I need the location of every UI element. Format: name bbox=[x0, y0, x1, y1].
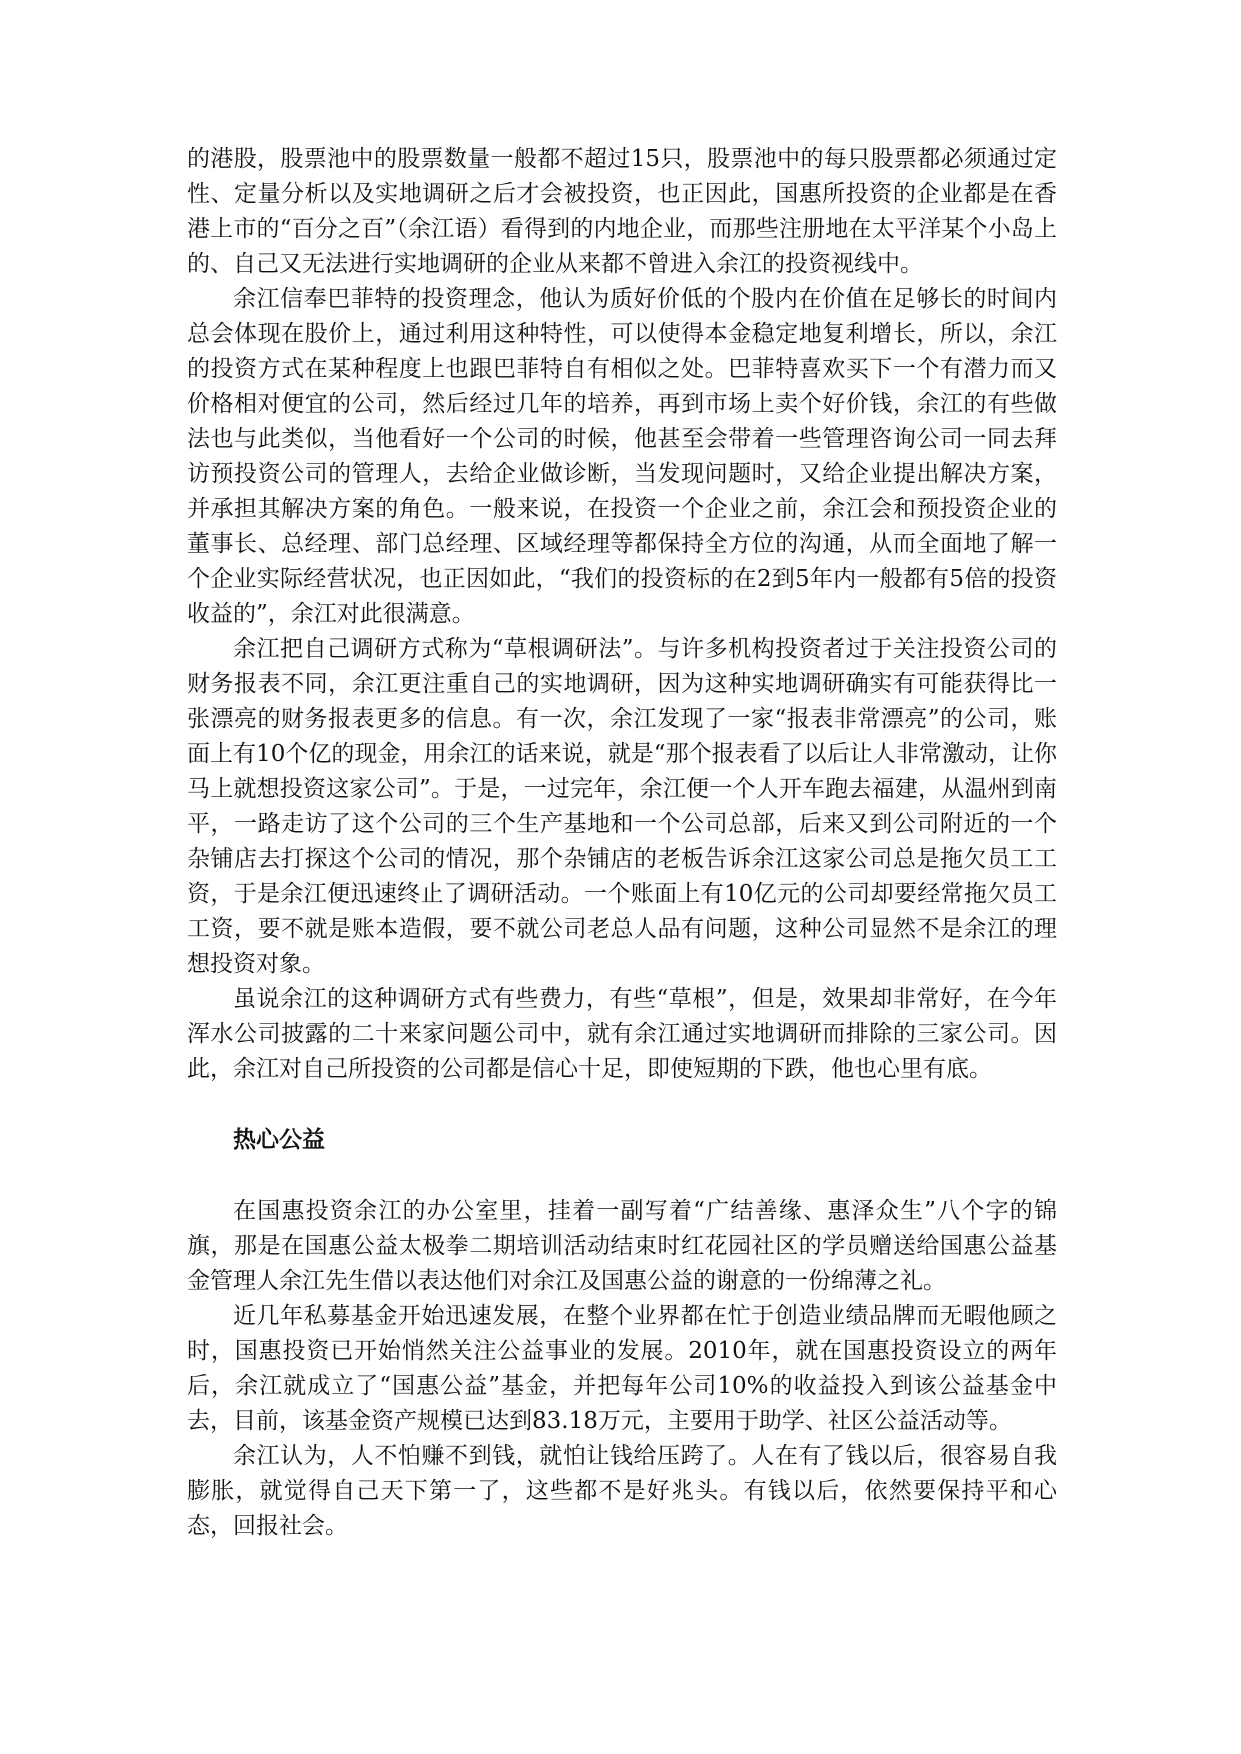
section-heading: 热心公益 bbox=[233, 1127, 325, 1153]
paragraph: 近几年私募基金开始迅速发展，在整个业界都在忙于创造业绩品牌而无暇他顾之时，国惠投资已开始悄然关注公益事业的发展。2010年，就在国惠投资设立的两年后，余江就成立了“国惠公益”基金，并把每年公司10%的收益投入到该公益基金中去，目前，该基金资产规模已达到83.18万元，主要用于助学、社区公益活动等。 bbox=[187, 1303, 1057, 1434]
paragraph: 余江信奉巴菲特的投资理念，他认为质好价低的个股内在价值在足够长的时间内总会体现在股价上，通过利用这种特性，可以使得本金稳定地复利增长，所以，余江的投资方式在某种程度上也跟巴菲特自有相似之处。巴菲特喜欢买下一个有潜力而又价格相对便宜的公司，然后经过几年的培养，再到市场上卖个好价钱，余江的有些做法也与此类似，当他看好一个公司的时候，他甚至会带着一些管理咨询公司一同去拜访预投资公司的管理人，去给企业做诊断，当发现问题时，又给企业提出解决方案，并承担其解决方案的角色。一般来说，在投资一个企业之前，余江会和预投资企业的董事长、总经理、部门总经理、区域经理等都保持全方位的沟通，从而全面地了解一个企业实际经营状况，也正因如此，“我们的投资标的在2到5年内一般都有5倍的投资收益的”，余江对此很满意。 bbox=[187, 286, 1057, 627]
paragraph: 虽说余江的这种调研方式有些费力，有些“草根”，但是，效果却非常好，在今年浑水公司披露的二十来家问题公司中，就有余江通过实地调研而排除的三家公司。因此，余江对自己所投资的公司都是信心十足，即使短期的下跌，他也心里有底。 bbox=[187, 986, 1057, 1082]
document-page bbox=[187, 142, 1057, 1544]
paragraph: 余江认为，人不怕赚不到钱，就怕让钱给压跨了。人在有了钱以后，很容易自我膨胀，就觉得自己天下第一了，这些都不是好兆头。有钱以后，依然要保持平和心态，回报社会。 bbox=[187, 1443, 1057, 1539]
paragraph: 的港股，股票池中的股票数量一般都不超过15只，股票池中的每只股票都必须通过定性、定量分析以及实地调研之后才会被投资，也正因此，国惠所投资的企业都是在香港上市的“百分之百”（余江语）看得到的内地企业，而那些注册地在太平洋某个小岛上的、自己又无法进行实地调研的企业从来都不曾进入余江的投资视线中。 bbox=[187, 146, 1057, 277]
paragraph: 余江把自己调研方式称为“草根调研法”。与许多机构投资者过于关注投资公司的财务报表不同，余江更注重自己的实地调研，因为这种实地调研确实有可能获得比一张漂亮的财务报表更多的信息。有一次，余江发现了一家“报表非常漂亮”的公司，账面上有10个亿的现金，用余江的话来说，就是“那个报表看了以后让人非常激动，让你马上就想投资这家公司”。于是，一过完年，余江便一个人开车跑去福建，从温州到南平，一路走访了这个公司的三个生产基地和一个公司总部，后来又到公司附近的一个杂铺店去打探这个公司的情况，那个杂铺店的老板告诉余江这家公司总是拖欠员工工资，于是余江便迅速终止了调研活动。一个账面上有10亿元的公司却要经常拖欠员工工资，要不就是账本造假，要不就公司老总人品有问题，这种公司显然不是余江的理想投资对象。 bbox=[187, 636, 1057, 977]
paragraph: 在国惠投资余江的办公室里，挂着一副写着“广结善缘、惠泽众生”八个字的锦旗，那是在国惠公益太极拳二期培训活动结束时红花园社区的学员赠送给国惠公益基金管理人余江先生借以表达他们对余江及国惠公益的谢意的一份绵薄之礼。 bbox=[187, 1198, 1057, 1294]
